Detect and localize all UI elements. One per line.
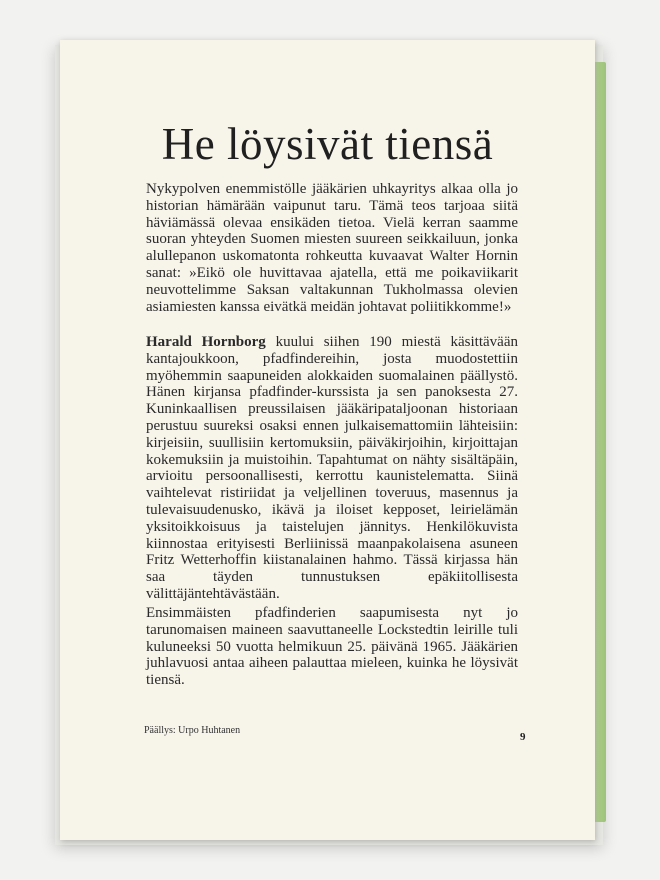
cover-credit: Päällys: Urpo Huhtanen [144,725,241,736]
paragraph-2-text: kuului siihen 190 miestä käsittävään kantajoukkoon, pfadfindereihin, josta muodostettiin myöhemmin saapuneiden alokkaiden suomalainen päällystö. Hänen kirjansa pfadfinder-kurssista ja sen panoksesta 27. Kuninkaallisen preussilaisen jääkäripataljoonan historiaan perustuu suureksi osaksi ennen julkaisemattomiin lähteisiin: kirjeisiin, suullisiin kertomuksiin, päiväkirjoihin, kirjoittajan kokemuksiin ja muistoihin. Tapahtumat on nähty sisältäpäin, arvioitu persoonallisesti, kerrottu kaunistelematta. Siinä vaihtelevat ristiriidat ja veljellinen toveruus, masennus ja tulevaisuudenusko, ikävä ja iloiset kepposet, leirielämän yksitoikkoisuus ja taistelujen jännitys. Henkilökuvista kiinnostaa erityisesti Berliinissä maanpakolaisena asuneen Fritz Wetterhoffin kiistanalainen hahmo. Tässä kirjassa hän saa täyden tunnustuksen epäkiitollisesta välittäjäntehtävästään. [146,334,518,602]
book-back-cover [60,40,595,840]
description-paragraph-2 [146,334,518,603]
page-number: 9 [520,731,526,743]
description-paragraph-3: Ensimmäisten pfadfinderien saapumisesta nyt jo tarunomaisen maineen saavuttaneelle Lockstedtin leirille tuli kuluneeksi 50 vuotta helmikuun 25. päivänä 1965. Jääkärien juhlavuosi antaa aiheen palauttaa mieleen, kuinka he löysivät tiensä. [146,605,518,689]
book-title: He löysivät tiensä [161,119,494,169]
author-name: Harald Hornborg [146,334,266,350]
description-paragraph-1: Nykypolven enemmistölle jääkärien uhkayritys alkaa olla jo historian hämärään vaipunut taru. Tämä teos tarjoaa siitä häviämässä olevaa ensikäden tietoa. Vielä kerran saamme suoran yhteyden Suomen miesten suureen seikkailuun, jonka alullepanon uskomatonta rohkeutta kuvaavat Walter Hornin sanat: »Eikö ole huvittavaa ajatella, että me poikaviikarit neuvottelimme Saksan valtakunnan Tukholmassa olevien asiamiesten kanssa eivätkä meidän johtavat poliitikkomme!» [146,181,518,315]
